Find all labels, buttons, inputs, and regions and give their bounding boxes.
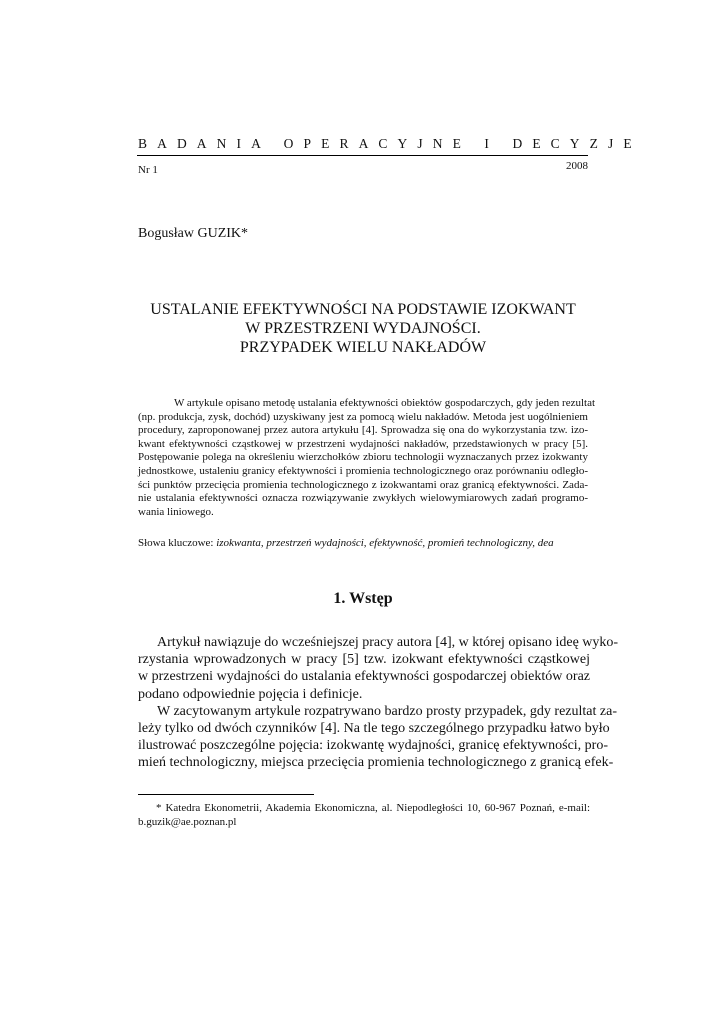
abstract-line: ści punktów przecięcia promienia technologicznego z izokwantami oraz granicą efektywności. Zada- (138, 478, 588, 491)
publication-year: 2008 (566, 160, 588, 172)
keywords (138, 537, 554, 549)
header-rule (137, 155, 588, 156)
footnote (138, 801, 590, 829)
body-line: podano odpowiednie pojęcia i definicje. (138, 686, 363, 702)
body-line: mień technologiczny, miejsca przecięcia promienia technologicznego z granicą efek- (138, 755, 614, 771)
body-line: ilustrować poszczególne pojęcia: izokwantę wydajności, granicę efektywności, pro- (138, 738, 608, 754)
abstract-line: jednostkowe, ustaleniu granicy efektywności i promienia technologicznego oraz porównaniu odległo- (138, 464, 588, 477)
abstract (138, 397, 596, 519)
abstract-line: Postępowanie polega na określeniu wierzchołków zbioru technologii wyznaczanych przez izokwanty (138, 451, 588, 464)
abstract-line: procedury, zaproponowanej przez autora artykułu [4]. Sprowadza się ona do wykorzystania tzw. izo- (138, 424, 588, 437)
author-name: Bogusław GUZIK* (138, 226, 249, 241)
body-line: W zacytowanym artykule rozpatrywano bardzo prosty przypadek, gdy rezultat za- (157, 703, 617, 719)
title-line: PRZYPADEK WIELU NAKŁADÓW (239, 339, 487, 356)
body-line: rzystania wprowadzonych w pracy [5] tzw. izokwant efektywności cząstkowej (138, 652, 590, 668)
section-heading: 1. Wstęp (333, 590, 393, 607)
body-line: w przestrzeni wydajności do ustalania efektywności gospodarczej obiektów oraz (138, 669, 590, 685)
keywords-label: Słowa kluczowe: (138, 537, 217, 549)
abstract-line: kwant efektywności cząstkowej w przestrzeni wydajności nakładów, przedstawionych w pracy [5]. (138, 437, 588, 450)
abstract-line: nie ustalania efektywności oznacza rozwiązywanie zwykłych wielowymiarowych zadań programo- (138, 492, 588, 505)
footnote-line: * Katedra Ekonometrii, Akademia Ekonomiczna, al. Niepodległości 10, 60-967 Poznań, e-mail: (156, 802, 590, 814)
title-line: USTALANIE EFEKTYWNOŚCI NA PODSTAWIE IZOKWANT (150, 301, 576, 318)
title-line: W PRZESTRZENI WYDAJNOŚCI. (245, 320, 481, 337)
paper-title (138, 300, 588, 357)
journal-title: BADANIA OPERACYJNE I DECYZJE (138, 136, 642, 151)
body-line: leży tylko od dwóch czynników [4]. Na tle tego szczególnego przypadku łatwo było (138, 720, 610, 736)
footnote-line: b.guzik@ae.poznan.pl (138, 816, 237, 828)
keywords-terms: izokwanta, przestrzeń wydajności, efektywność, promień technologiczny, dea (216, 537, 554, 549)
footnote-rule (138, 794, 314, 795)
body-text (138, 634, 619, 772)
abstract-line: W artykule opisano metodę ustalania efektywności obiektów gospodarczych, gdy jeden rezultat (174, 397, 596, 409)
issue-number: Nr 1 (138, 164, 158, 176)
body-line: Artykuł nawiązuje do wcześniejszej pracy autora [4], w której opisano ideę wyko- (157, 635, 619, 650)
abstract-line: wania liniowego. (138, 505, 214, 518)
abstract-line: (np. produkcja, zysk, dochód) uzyskiwany jest za pomocą wielu nakładów. Metoda jest uogólnieniem (138, 410, 588, 423)
